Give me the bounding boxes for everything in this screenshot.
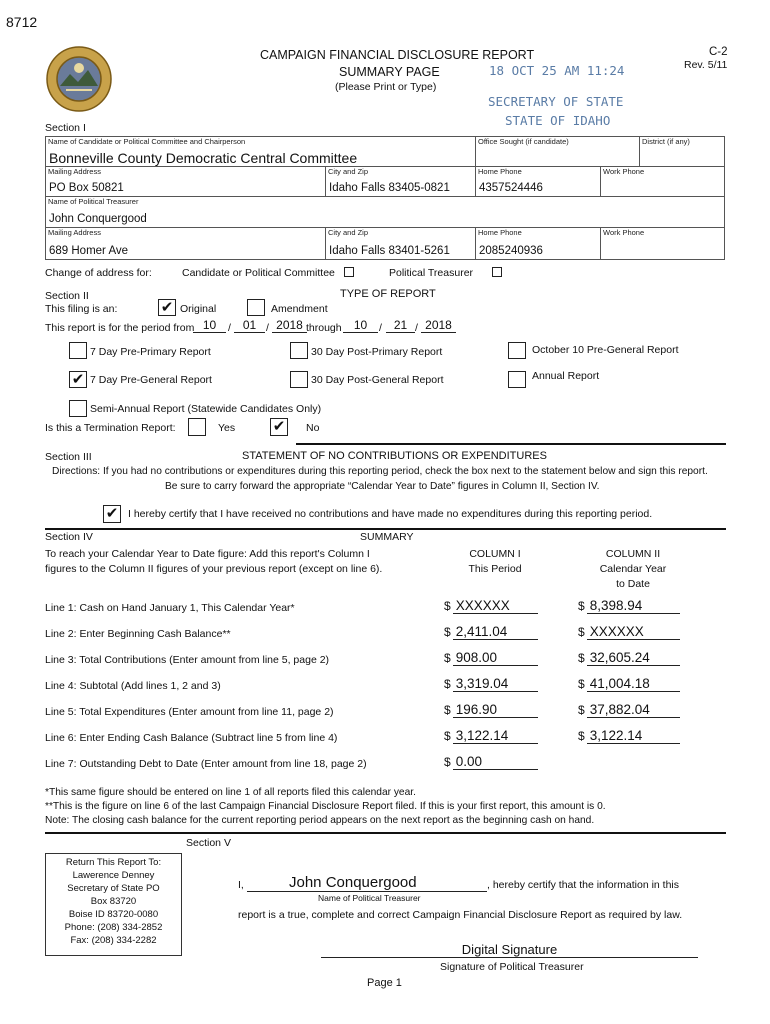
certify-prefix: I,	[238, 879, 244, 891]
divider	[45, 528, 726, 530]
office-sought-field: Office Sought (if candidate)	[475, 136, 640, 167]
slash: /	[379, 322, 382, 334]
currency-symbol: $	[444, 625, 451, 639]
treasurer-mailing-field: Mailing Address 689 Homer Ave	[45, 227, 326, 260]
column-2-value[interactable]: 32,605.24	[587, 650, 680, 666]
return-address-line: Lawerence Denney	[72, 870, 155, 881]
summary-line-label: Line 4: Subtotal (Add lines 1, 2 and 3)	[45, 680, 221, 692]
treasurer-name-caption: Name of Political Treasurer	[318, 893, 421, 903]
original-label: Original	[180, 303, 217, 315]
section-3-carry-forward: Be sure to carry forward the appropriate “Calendar Year to Date” figures in Column II, Section IV.	[165, 481, 600, 492]
signature-field[interactable]: Digital Signature	[321, 942, 698, 958]
label-annual: Annual Report	[532, 370, 600, 382]
checkbox-semi-annual[interactable]	[69, 400, 87, 417]
document-number: 8712	[6, 14, 38, 30]
currency-symbol: $	[444, 677, 451, 691]
column-1-amount[interactable]	[444, 728, 538, 744]
treasurer-name-signature-field[interactable]: John Conquergood	[247, 874, 487, 892]
divider	[45, 832, 726, 834]
slash: /	[228, 322, 231, 334]
column-1-header: COLUMN I	[469, 548, 521, 560]
column-1-amount[interactable]	[444, 624, 538, 640]
column-2-value[interactable]: 41,004.18	[587, 676, 680, 692]
period-to-year[interactable]: 2018	[421, 318, 456, 333]
checkbox-30day-post-primary[interactable]	[290, 342, 308, 359]
form-subtitle: SUMMARY PAGE	[339, 65, 440, 79]
column-1-amount[interactable]	[444, 702, 538, 718]
column-1-value[interactable]: 196.90	[453, 702, 538, 718]
column-2-value[interactable]: 8,398.94	[587, 598, 680, 614]
divider	[296, 443, 726, 445]
return-address-line: Box 83720	[90, 896, 137, 907]
checkbox-30day-post-general[interactable]	[290, 371, 308, 388]
signature-caption: Signature of Political Treasurer	[440, 961, 584, 973]
column-2-value[interactable]: 37,882.04	[587, 702, 680, 718]
label-semi-annual: Semi-Annual Report (Statewide Candidates Only)	[90, 403, 322, 415]
treasurer-name: John Conquergood	[49, 213, 147, 225]
summary-line-label: Line 3: Total Contributions (Enter amount from line 5, page 2)	[45, 654, 330, 666]
column-1-value[interactable]: XXXXXX	[453, 598, 538, 614]
footnote-2: **This is the figure on line 6 of the last Campaign Financial Disclosure Report filed. If this is your first report, this amount is 0.	[45, 801, 606, 812]
committee-name-field: Name of Candidate or Political Committee and Chairperson Bonneville County Democratic Central Committee	[45, 136, 476, 167]
column-2-amount[interactable]	[578, 650, 680, 666]
column-2-amount[interactable]	[578, 598, 680, 614]
column-2-header: COLUMN II	[605, 548, 661, 560]
certify-text: , hereby certify that the information in this	[487, 879, 680, 891]
form-code: C-2	[709, 46, 728, 58]
section-4-title: SUMMARY	[360, 531, 414, 543]
column-2-subheader-2: to Date	[616, 578, 650, 590]
currency-symbol: $	[578, 729, 585, 743]
return-address-line: Fax: (208) 334-2282	[70, 935, 157, 946]
committee-address: PO Box 50821	[49, 182, 124, 194]
no-contributions-statement: I hereby certify that I have received no contributions and have made no expenditures during this reporting period.	[128, 508, 653, 520]
treasurer-home-phone-field: Home Phone 2085240936	[475, 227, 601, 260]
section-2-label: Section II	[45, 290, 89, 302]
column-2-value[interactable]: XXXXXX	[587, 624, 680, 640]
change-candidate-checkbox[interactable]	[344, 267, 354, 277]
received-stamp-state: STATE OF IDAHO	[505, 113, 611, 128]
change-treasurer-label: Political Treasurer	[389, 267, 474, 279]
return-address-line: Boise ID 83720-0080	[68, 909, 159, 920]
form-revision: Rev. 5/11	[684, 59, 728, 71]
certify-text-2: report is a true, complete and correct Campaign Financial Disclosure Report as required by law.	[238, 909, 683, 921]
column-1-subheader: This Period	[468, 563, 522, 575]
period-from-month[interactable]: 10	[193, 318, 226, 333]
no-contributions-checkbox[interactable]: ✔	[103, 505, 121, 523]
summary-line-label: Line 7: Outstanding Debt to Date (Enter amount from line 18, page 2)	[45, 758, 367, 770]
label-7day-pre-primary: 7 Day Pre-Primary Report	[90, 346, 211, 358]
column-1-amount[interactable]	[444, 676, 538, 692]
section-5-label: Section V	[186, 837, 231, 849]
currency-symbol: $	[444, 703, 451, 717]
original-checkbox[interactable]: ✔	[158, 299, 176, 316]
termination-no-checkbox[interactable]: ✔	[270, 418, 288, 436]
treasurer-address: 689 Homer Ave	[49, 245, 129, 257]
change-treasurer-checkbox[interactable]	[492, 267, 502, 277]
through-label: through	[306, 322, 342, 334]
column-1-amount[interactable]	[444, 754, 538, 770]
summary-line-label: Line 1: Cash on Hand January 1, This Calendar Year*	[45, 602, 295, 614]
treasurer-phone: 2085240936	[479, 245, 543, 257]
footnote-3: Note: The closing cash balance for the current reporting period appears on the next report as the beginning cash on hand.	[45, 815, 595, 826]
slash: /	[415, 322, 418, 334]
page-number: Page 1	[367, 977, 402, 989]
treasurer-work-phone-field: Work Phone	[600, 227, 725, 260]
termination-label: Is this a Termination Report:	[45, 422, 176, 434]
column-2-amount[interactable]	[578, 702, 680, 718]
label-oct10-pre-general: October 10 Pre-General Report	[532, 344, 679, 356]
return-address-line: Phone: (208) 334-2852	[64, 922, 163, 933]
change-candidate-label: Candidate or Political Committee	[182, 267, 335, 279]
committee-city: Idaho Falls 83405-0821	[329, 182, 450, 194]
slash: /	[266, 322, 269, 334]
treasurer-name-field: Name of Political Treasurer John Conquergood	[45, 196, 725, 228]
column-1-amount[interactable]	[444, 650, 538, 666]
period-label: This report is for the period from	[45, 322, 195, 334]
label-30day-post-primary: 30 Day Post-Primary Report	[311, 346, 443, 358]
summary-instruction-1: To reach your Calendar Year to Date figure: Add this report's Column I	[45, 548, 370, 560]
period-from-year[interactable]: 2018	[272, 318, 307, 333]
section-3-title: STATEMENT OF NO CONTRIBUTIONS OR EXPENDITURES	[242, 450, 547, 462]
summary-line-label: Line 2: Enter Beginning Cash Balance**	[45, 628, 231, 640]
column-2-amount[interactable]	[578, 624, 680, 640]
column-1-value[interactable]: 3,319.04	[453, 676, 538, 692]
state-seal-icon	[46, 46, 112, 112]
checkbox-oct10-pre-general[interactable]	[508, 342, 526, 359]
return-address-line: Secretary of State PO	[67, 883, 160, 894]
summary-instruction-2: figures to the Column II figures of your previous report (except on line 6).	[45, 563, 383, 575]
period-to-month[interactable]: 10	[343, 318, 378, 333]
column-1-value[interactable]: 3,122.14	[453, 728, 538, 744]
section-1-label: Section I	[45, 122, 86, 134]
column-1-value[interactable]: 2,411.04	[453, 624, 538, 640]
currency-symbol: $	[444, 651, 451, 665]
committee-mailing-field: Mailing Address PO Box 50821	[45, 166, 326, 197]
termination-no-label: No	[306, 422, 320, 434]
column-1-value[interactable]: 908.00	[453, 650, 538, 666]
received-stamp-office: SECRETARY OF STATE	[488, 94, 624, 109]
column-1-value[interactable]: 0.00	[453, 754, 538, 770]
currency-symbol: $	[578, 651, 585, 665]
summary-line-label: Line 6: Enter Ending Cash Balance (Subtract line 5 from line 4)	[45, 732, 338, 744]
currency-symbol: $	[578, 599, 585, 613]
label-30day-post-general: 30 Day Post-General Report	[311, 374, 444, 386]
checkbox-7day-pre-primary[interactable]	[69, 342, 87, 359]
return-address-line: Return This Report To:	[65, 857, 162, 868]
currency-symbol: $	[444, 729, 451, 743]
column-2-value[interactable]: 3,122.14	[587, 728, 680, 744]
currency-symbol: $	[444, 755, 451, 769]
label-7day-pre-general: 7 Day Pre-General Report	[90, 374, 212, 386]
termination-yes-label: Yes	[218, 422, 236, 434]
committee-name: Bonneville County Democratic Central Committee	[49, 150, 358, 166]
amendment-label: Amendment	[271, 303, 328, 315]
change-address-label: Change of address for:	[45, 267, 152, 279]
checkbox-7day-pre-general[interactable]: ✔	[69, 371, 87, 388]
received-stamp-date: 18 OCT 25 AM 11:24	[489, 63, 625, 78]
print-note: (Please Print or Type)	[335, 81, 437, 93]
period-from-day[interactable]: 01	[234, 318, 265, 333]
filing-type-label: This filing is an:	[45, 303, 118, 315]
section-3-label: Section III	[45, 451, 92, 463]
return-address-box	[45, 853, 182, 956]
checkbox-annual[interactable]	[508, 371, 526, 388]
column-2-subheader: Calendar Year	[599, 563, 667, 575]
currency-symbol: $	[444, 599, 451, 613]
district-field: District (if any)	[639, 136, 725, 167]
footnote-1: *This same figure should be entered on line 1 of all reports filed this calendar year.	[45, 787, 416, 798]
summary-line-label: Line 5: Total Expenditures (Enter amount from line 11, page 2)	[45, 706, 334, 718]
form-title: CAMPAIGN FINANCIAL DISCLOSURE REPORT	[260, 48, 535, 62]
section-4-label: Section IV	[45, 531, 93, 543]
committee-home-phone-field: Home Phone 4357524446	[475, 166, 601, 197]
currency-symbol: $	[578, 625, 585, 639]
section-3-directions: Directions: If you had no contributions or expenditures during this reporting period, check the box next to the statement below and sign this report.	[52, 466, 708, 477]
type-of-report-title: TYPE OF REPORT	[340, 288, 436, 300]
termination-yes-checkbox[interactable]	[188, 418, 206, 436]
column-2-amount[interactable]	[578, 676, 680, 692]
amendment-checkbox[interactable]	[247, 299, 265, 316]
column-1-amount[interactable]	[444, 598, 538, 614]
committee-work-phone-field: Work Phone	[600, 166, 725, 197]
currency-symbol: $	[578, 703, 585, 717]
column-2-amount[interactable]	[578, 728, 680, 744]
committee-city-field: City and Zip Idaho Falls 83405-0821	[325, 166, 476, 197]
treasurer-city: Idaho Falls 83401-5261	[329, 245, 450, 257]
currency-symbol: $	[578, 677, 585, 691]
committee-phone: 4357524446	[479, 182, 543, 194]
period-to-day[interactable]: 21	[386, 318, 415, 333]
treasurer-city-field: City and Zip Idaho Falls 83401-5261	[325, 227, 476, 260]
